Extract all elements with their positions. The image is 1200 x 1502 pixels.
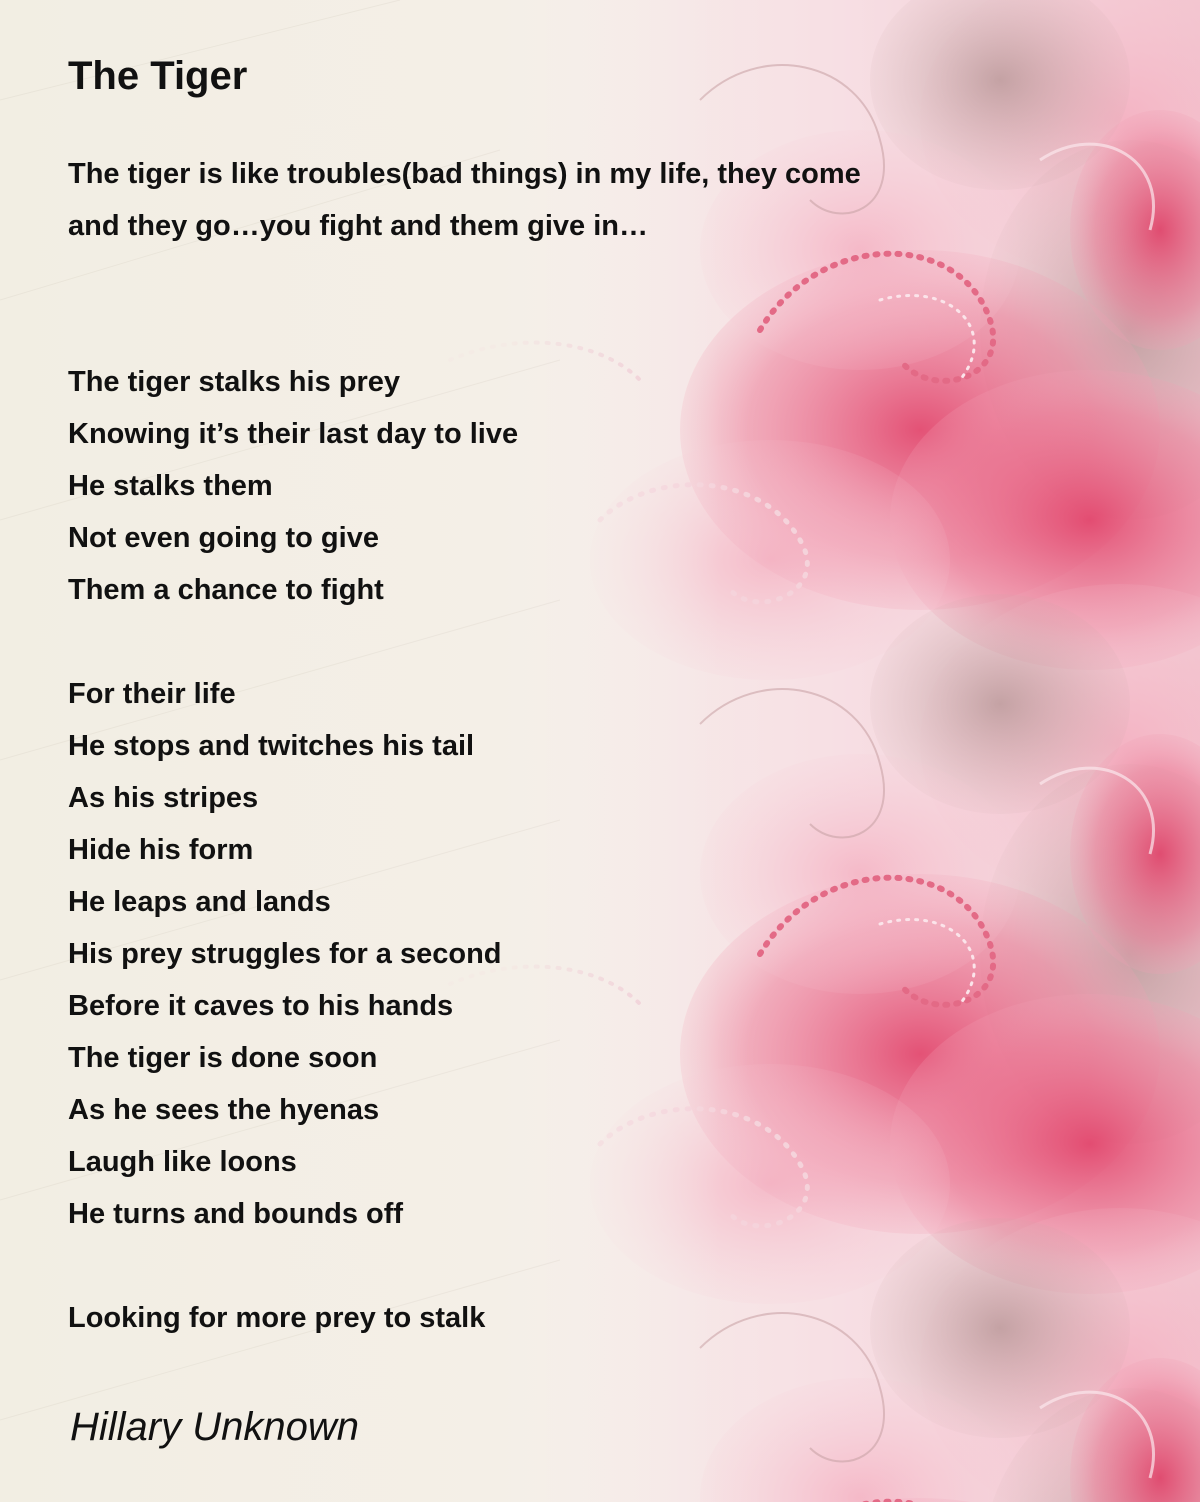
- poem-line: His prey struggles for a second: [68, 938, 502, 970]
- poem-line: The tiger is like troubles(bad things) in my life, they come: [68, 158, 861, 190]
- poem-title: The Tiger: [68, 54, 248, 98]
- poem-line: The tiger is done soon: [68, 1042, 378, 1074]
- poem-line: Not even going to give: [68, 522, 379, 554]
- poem-author: Hillary Unknown: [70, 1405, 359, 1449]
- poem-line: Looking for more prey to stalk: [68, 1302, 486, 1334]
- poem-line: Laugh like loons: [68, 1146, 297, 1178]
- poem-line: The tiger stalks his prey: [68, 366, 401, 398]
- poem-line: For their life: [68, 678, 236, 710]
- poem-line: Knowing it’s their last day to live: [68, 418, 519, 450]
- poem-line: As his stripes: [68, 782, 259, 814]
- poem-line: He stalks them: [68, 470, 273, 502]
- poem-line: He leaps and lands: [68, 886, 331, 918]
- poem-line: He stops and twitches his tail: [68, 730, 475, 762]
- poem-line: He turns and bounds off: [68, 1198, 404, 1230]
- poem-line: Before it caves to his hands: [68, 990, 454, 1022]
- poem-line: Hide his form: [68, 834, 254, 866]
- poem-line: Them a chance to fight: [68, 574, 384, 606]
- poem-line: and they go…you fight and them give in…: [68, 210, 649, 242]
- poem-line: As he sees the hyenas: [68, 1094, 380, 1126]
